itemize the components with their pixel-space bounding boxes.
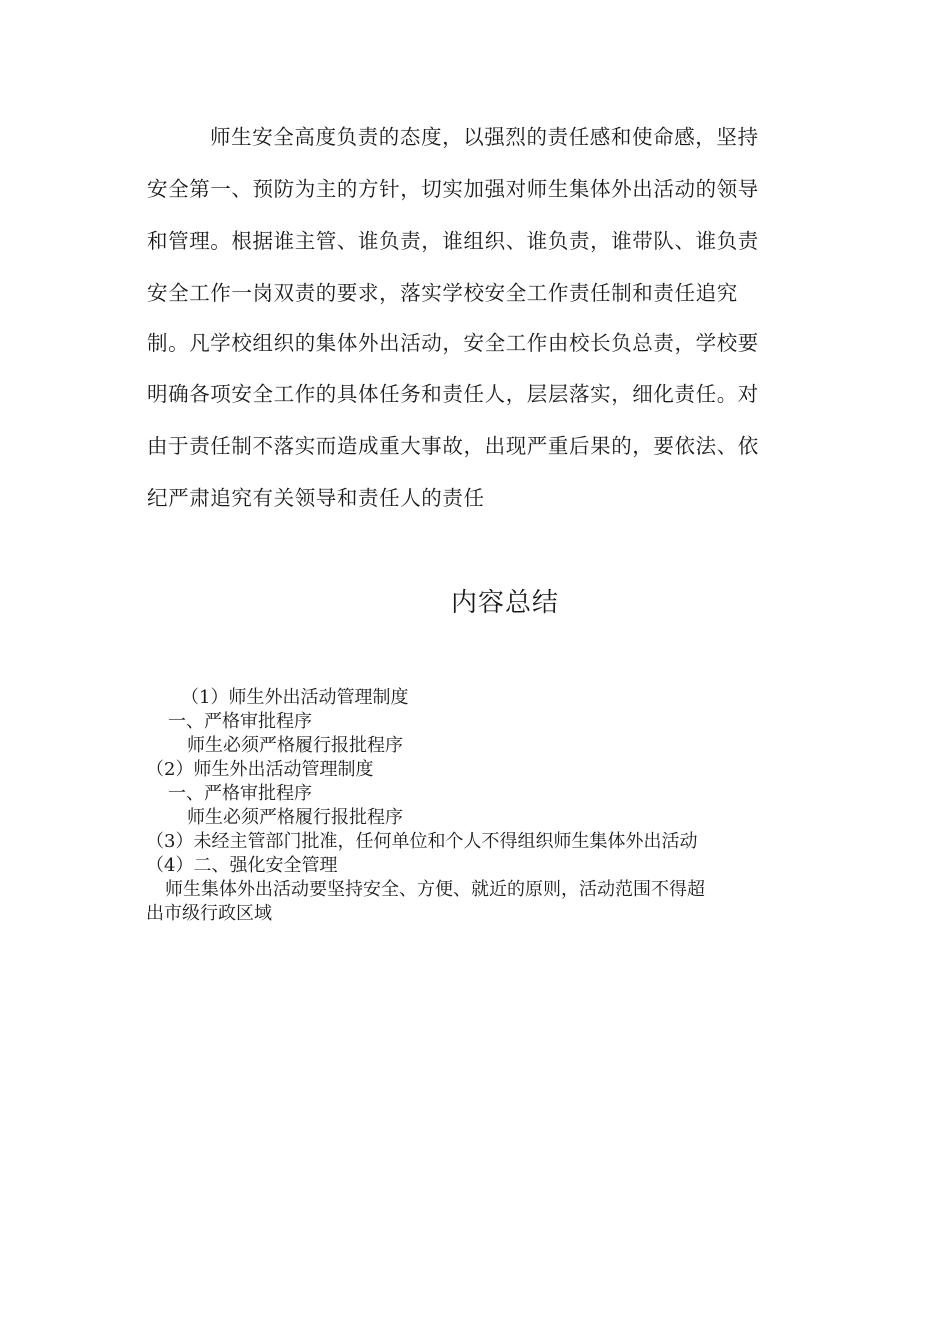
summary-item: 师生必须严格履行报批程序 — [187, 735, 403, 756]
summary-item: （1）师生外出活动管理制度 — [181, 687, 409, 708]
summary-item: （3）未经主管部门批准，任何单位和个人不得组织师生集体外出活动 — [146, 831, 698, 852]
summary-item: 一、严格审批程序 — [168, 711, 312, 732]
paragraph-line: 和管理。根据谁主管、谁负责，谁组织、谁负责，谁带队、谁负责 — [147, 229, 759, 253]
summary-item: （2）师生外出活动管理制度 — [146, 759, 374, 780]
paragraph-line: 师生安全高度负责的态度，以强烈的责任感和使命感，坚持 — [210, 125, 759, 149]
summary-item: 出市级行政区域 — [146, 903, 272, 924]
paragraph-line: 纪严肃追究有关领导和责任人的责任 — [147, 486, 485, 510]
summary-item: 师生必须严格履行报批程序 — [187, 807, 403, 828]
summary-heading: 内容总结 — [450, 588, 559, 618]
paragraph-line: 安全第一、预防为主的方针，切实加强对师生集体外出活动的领导 — [147, 177, 759, 201]
summary-item: 一、严格审批程序 — [168, 783, 312, 804]
paragraph-line: 由于责任制不落实而造成重大事故，出现严重后果的，要依法、依 — [147, 434, 759, 458]
paragraph-line: 安全工作一岗双责的要求，落实学校安全工作责任制和责任追究 — [147, 281, 738, 305]
summary-item: 师生集体外出活动要坚持安全、方便、就近的原则，活动范围不得超 — [165, 879, 705, 900]
summary-item: （4）二、强化安全管理 — [146, 855, 338, 876]
paragraph-line: 制。凡学校组织的集体外出活动，安全工作由校长负总责，学校要 — [147, 331, 759, 355]
paragraph-line: 明确各项安全工作的具体任务和责任人，层层落实，细化责任。对 — [147, 382, 759, 406]
